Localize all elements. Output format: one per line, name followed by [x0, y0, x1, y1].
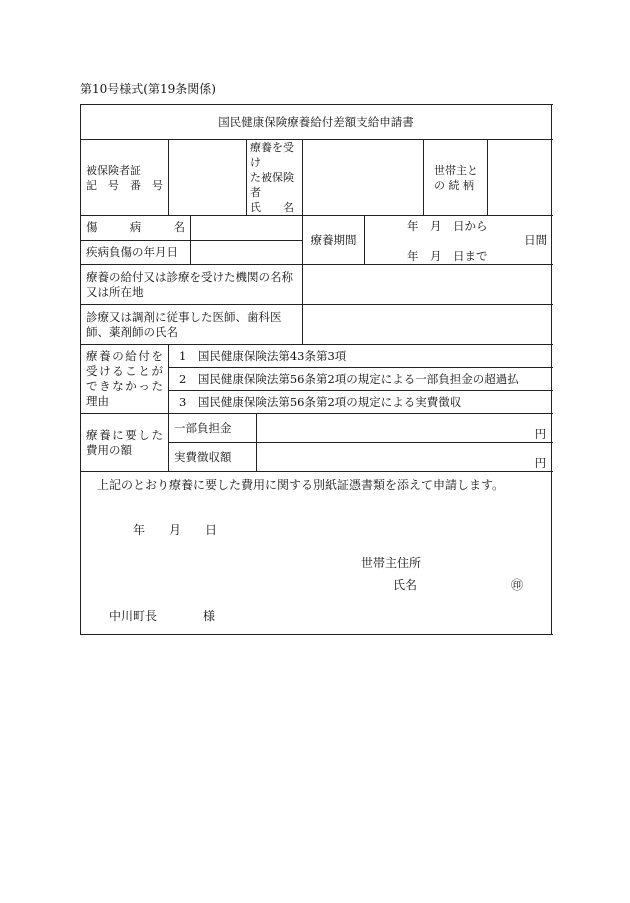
- insured-cert-field[interactable]: [169, 140, 247, 216]
- period-days-text: 日間: [524, 233, 548, 247]
- reason-item[interactable]: 1 国民健康保険法第43条第3項: [169, 345, 552, 368]
- honorific-label: 様: [203, 609, 216, 623]
- institution-label: 療養の給付又は診療を受けた機関の名称又は所在地: [81, 265, 303, 305]
- reason-item[interactable]: 2 国民健康保険法第56条第2項の規定による一部負担金の超過払: [169, 368, 552, 391]
- address-label: 世帯主住所: [361, 556, 422, 570]
- insured-cert-label: 被保険者証 記号番号: [81, 140, 169, 216]
- injury-date-label: 疾病負傷の年月日: [81, 240, 191, 265]
- declaration-section: [81, 472, 552, 635]
- name-label: 氏名: [393, 578, 418, 592]
- practitioner-label: 診療又は調剤に従事した医師、歯科医師、薬剤師の氏名: [81, 305, 303, 345]
- disease-name-field[interactable]: [191, 216, 303, 241]
- date-line[interactable]: 年 月 日: [133, 523, 218, 537]
- household-relation-label: 世帯主と の 続 柄: [424, 140, 488, 216]
- actual-cost-field[interactable]: 円: [257, 443, 552, 472]
- addressee-label: 中川町長: [109, 609, 158, 623]
- seal-mark: ㊞: [511, 578, 524, 592]
- reason-item[interactable]: 3 国民健康保険法第56条第2項の規定による実費徴収: [169, 391, 552, 414]
- application-form-table: [80, 104, 552, 635]
- treated-person-field[interactable]: [303, 140, 424, 216]
- injury-date-field[interactable]: [191, 240, 303, 265]
- practitioner-field[interactable]: [303, 305, 552, 345]
- copay-label: 一部負担金: [169, 414, 257, 443]
- form-number-label: 第10号様式(第19条関係): [80, 82, 216, 96]
- treatment-period-field[interactable]: [365, 216, 552, 265]
- form-title: 国民健康保険療養給付差額支給申請書: [81, 105, 552, 140]
- period-to-text: 年 月 日まで: [407, 249, 488, 263]
- reason-label: 療養の給付を受けることができなかった理由: [81, 345, 169, 414]
- household-relation-field[interactable]: [488, 140, 552, 216]
- actual-cost-label: 実費徴収額: [169, 443, 257, 472]
- statement-text: 上記のとおり療養に要した費用に関する別紙証憑書類を添えて申請します。: [97, 478, 505, 492]
- treatment-period-label: 療養期間: [303, 216, 365, 265]
- institution-field[interactable]: [303, 265, 552, 305]
- copay-field[interactable]: 円: [257, 414, 552, 443]
- disease-name-label: 傷 病 名: [81, 216, 191, 241]
- period-from-text: 年 月 日から: [407, 219, 488, 233]
- treated-person-label: 療養を受け た被保険者 氏 名: [247, 140, 303, 216]
- cost-label: 療養に要した費用の額: [81, 414, 169, 472]
